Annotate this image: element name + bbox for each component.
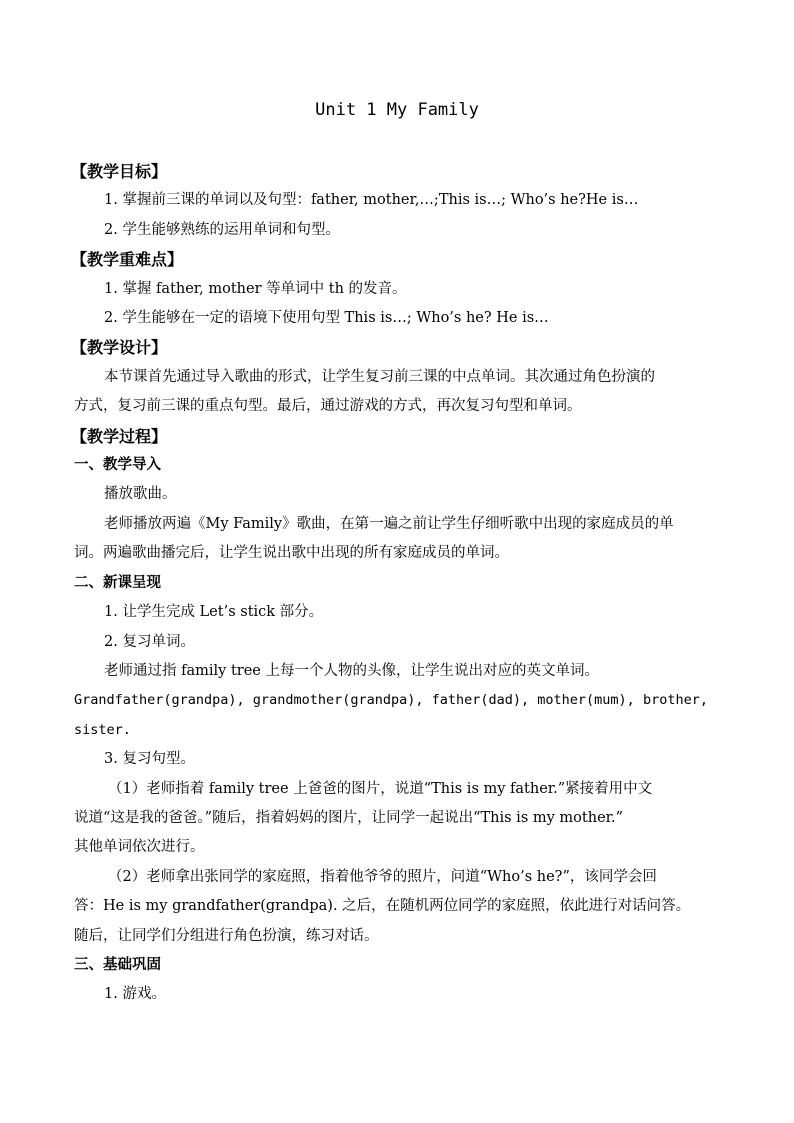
design-paragraph-line: 本节课首先通过导入歌曲的形式，让学生复习前三课的中点单词。其次通过角色扮演的: [104, 368, 655, 385]
part3-heading: 三、基础巩固: [74, 956, 161, 973]
design-heading: 【教学设计】: [71, 338, 168, 358]
page-title: Unit 1 My Family: [315, 100, 479, 120]
key-point-item: 2. 学生能够在一定的语境下使用句型 This is…; Who’s he? He is…: [104, 310, 549, 327]
part2-step2: 2. 复习单词。: [104, 633, 195, 650]
sub1-line: 说道“这是我的爸爸。”随后，指着妈妈的图片，让同学一起说出“This is my mother.”: [74, 809, 624, 826]
key-points-heading: 【教学重难点】: [71, 250, 184, 270]
objective-item: 1. 掌握前三课的单词以及句型：father, mother,…;This is…; Who’s he?He is…: [104, 192, 639, 209]
process-heading: 【教学过程】: [71, 426, 168, 446]
part2-step3: 3. 复习句型。: [104, 751, 195, 768]
sub1-line: 其他单词依次进行。: [74, 839, 205, 856]
document-body: [71, 157, 734, 1010]
part1-line: 词。两遍歌曲播完后，让学生说出歌中出现的所有家庭成员的单词。: [74, 545, 509, 562]
vocabulary-line: sister.: [74, 721, 131, 738]
part1-line: 老师播放两遍《My Family》歌曲，在第一遍之前让学生仔细听歌中出现的家庭成员的单: [104, 515, 674, 532]
design-paragraph-line: 方式，复习前三课的重点句型。最后，通过游戏的方式，再次复习句型和单词。: [74, 398, 582, 415]
vocabulary-line: Grandfather(grandpa), grandmother(grandpa), father(dad), mother(mum), brother,: [74, 692, 708, 709]
part2-step2-text: 老师通过指 family tree 上每一个人物的头像，让学生说出对应的英文单词。: [104, 662, 599, 679]
part3-step1: 1. 游戏。: [104, 986, 166, 1003]
part2-step1: 1. 让学生完成 Let’s stick 部分。: [104, 604, 324, 621]
sub2-line: 随后，让同学们分组进行角色扮演，练习对话。: [74, 927, 379, 944]
key-point-item: 1. 掌握 father, mother 等单词中 th 的发音。: [104, 280, 407, 297]
sub1-line: （1）老师指着 family tree 上爸爸的图片，说道“This is my father.”紧接着用中文: [108, 780, 653, 797]
sub2-line: （2）老师拿出张同学的家庭照，指着他爷爷的照片，问道“Who’s he?”，该同学会回: [108, 868, 657, 885]
part2-heading: 二、新课呈现: [74, 574, 161, 591]
sub2-line: 答：He is my grandfather(grandpa). 之后，在随机两位同学的家庭照，依此进行对话问答。: [74, 898, 691, 915]
objective-item: 2. 学生能够熟练的运用单词和句型。: [104, 221, 340, 238]
part1-heading: 一、教学导入: [74, 457, 161, 474]
part1-line: 播放歌曲。: [104, 486, 177, 503]
objectives-heading: 【教学目标】: [71, 162, 168, 181]
